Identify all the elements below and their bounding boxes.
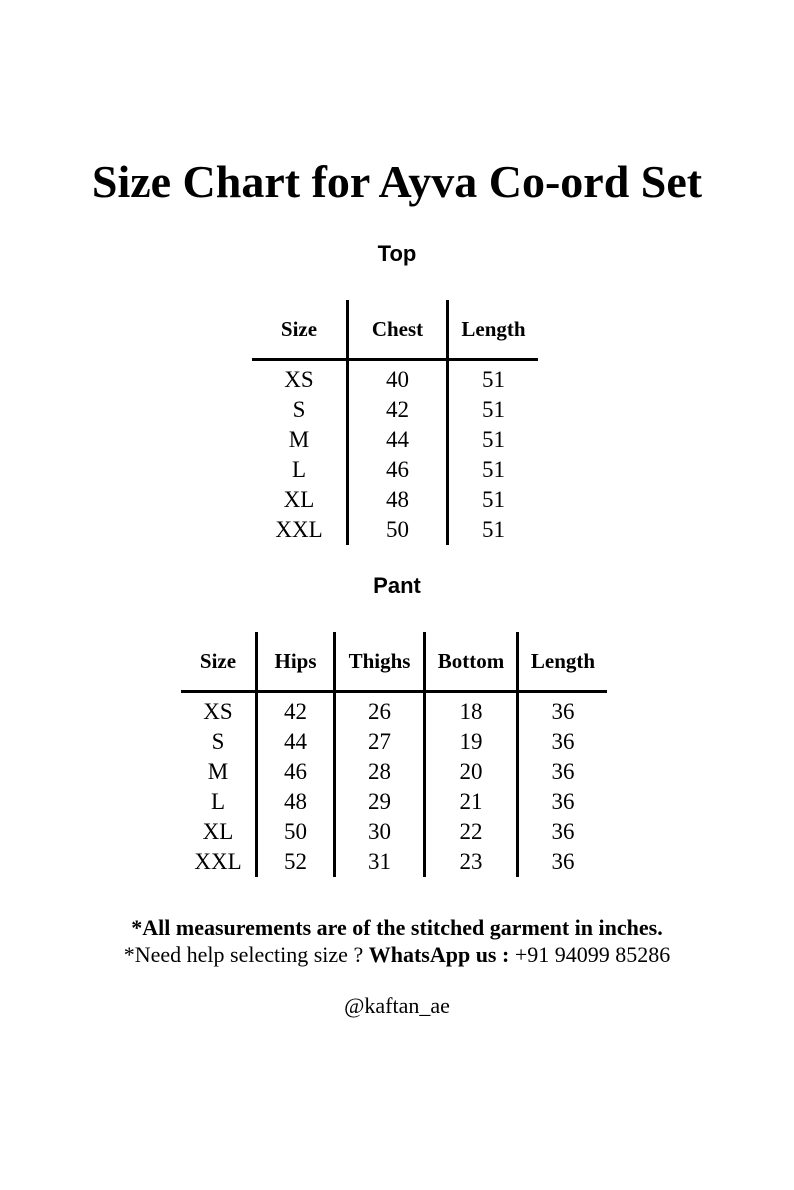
page-title: Size Chart for Ayva Co-ord Set bbox=[91, 156, 703, 207]
table-cell: XL bbox=[283, 487, 315, 512]
table-row bbox=[181, 727, 607, 757]
table-cell: 30 bbox=[335, 817, 425, 847]
table-cell: 36 bbox=[518, 847, 608, 877]
table-cell: 21 bbox=[425, 787, 518, 817]
table-cell: S bbox=[211, 729, 225, 754]
whatsapp-label: WhatsApp us : bbox=[368, 942, 515, 967]
table-row bbox=[252, 515, 538, 545]
column-header: Chest bbox=[348, 300, 448, 360]
table-cell: 18 bbox=[425, 692, 518, 728]
table-row bbox=[181, 757, 607, 787]
table-cell: 42 bbox=[348, 395, 448, 425]
table-row bbox=[252, 395, 538, 425]
table-cell: 22 bbox=[425, 817, 518, 847]
table-cell: XXL bbox=[275, 517, 323, 542]
table-cell: XS bbox=[203, 699, 233, 724]
table-cell: XXL bbox=[194, 849, 242, 874]
table-cell: 51 bbox=[448, 425, 539, 455]
table-cell: 51 bbox=[448, 360, 539, 396]
table-cell: 44 bbox=[257, 727, 335, 757]
table-cell: 40 bbox=[348, 360, 448, 396]
table-cell: M bbox=[207, 759, 229, 784]
table-cell: 46 bbox=[348, 455, 448, 485]
help-note-prefix: *Need help selecting size ? bbox=[123, 942, 369, 967]
table-cell: 50 bbox=[348, 515, 448, 545]
table-cell: 44 bbox=[348, 425, 448, 455]
table-cell: 19 bbox=[425, 727, 518, 757]
table-row bbox=[181, 847, 607, 877]
table-row bbox=[181, 787, 607, 817]
table-cell: 48 bbox=[257, 787, 335, 817]
column-header: Thighs bbox=[335, 632, 425, 692]
social-handle: @kaftan_ae bbox=[344, 993, 450, 1018]
table-cell: 36 bbox=[518, 692, 608, 728]
table-cell: S bbox=[292, 397, 306, 422]
column-header: Hips bbox=[257, 632, 335, 692]
top-section-heading: Top bbox=[377, 241, 417, 266]
help-note bbox=[0, 941, 794, 969]
table-cell: 52 bbox=[257, 847, 335, 877]
table-row bbox=[252, 360, 538, 396]
whatsapp-phone: +91 94099 85286 bbox=[514, 942, 671, 967]
table-cell: 26 bbox=[335, 692, 425, 728]
table-header-row bbox=[252, 300, 538, 360]
table-cell: 50 bbox=[257, 817, 335, 847]
table-row bbox=[181, 817, 607, 847]
table-cell: 36 bbox=[518, 787, 608, 817]
column-header: Length bbox=[448, 300, 539, 360]
top-size-table bbox=[252, 300, 538, 545]
table-cell: 51 bbox=[448, 515, 539, 545]
table-row bbox=[252, 455, 538, 485]
column-header: Size bbox=[181, 632, 257, 692]
column-header: Length bbox=[518, 632, 608, 692]
measurement-note: *All measurements are of the stitched garment in inches. bbox=[131, 915, 663, 940]
table-cell: 36 bbox=[518, 727, 608, 757]
table-cell: 42 bbox=[257, 692, 335, 728]
table-cell: 36 bbox=[518, 817, 608, 847]
table-cell: L bbox=[210, 789, 226, 814]
table-row bbox=[252, 425, 538, 455]
table-cell: 51 bbox=[448, 455, 539, 485]
column-header: Size bbox=[252, 300, 348, 360]
table-cell: 36 bbox=[518, 757, 608, 787]
table-cell: L bbox=[291, 457, 307, 482]
table-row bbox=[252, 485, 538, 515]
table-cell: 46 bbox=[257, 757, 335, 787]
pant-size-table bbox=[181, 632, 607, 877]
table-cell: 31 bbox=[335, 847, 425, 877]
table-cell: 29 bbox=[335, 787, 425, 817]
table-cell: 27 bbox=[335, 727, 425, 757]
column-header: Bottom bbox=[425, 632, 518, 692]
table-cell: 23 bbox=[425, 847, 518, 877]
table-cell: 28 bbox=[335, 757, 425, 787]
table-row bbox=[181, 692, 607, 728]
table-cell: XS bbox=[284, 367, 314, 392]
table-cell: 20 bbox=[425, 757, 518, 787]
table-cell: XL bbox=[202, 819, 234, 844]
pant-section-heading: Pant bbox=[373, 573, 421, 598]
table-cell: 51 bbox=[448, 395, 539, 425]
table-cell: 48 bbox=[348, 485, 448, 515]
table-cell: M bbox=[288, 427, 310, 452]
table-header-row bbox=[181, 632, 607, 692]
table-cell: 51 bbox=[448, 485, 539, 515]
